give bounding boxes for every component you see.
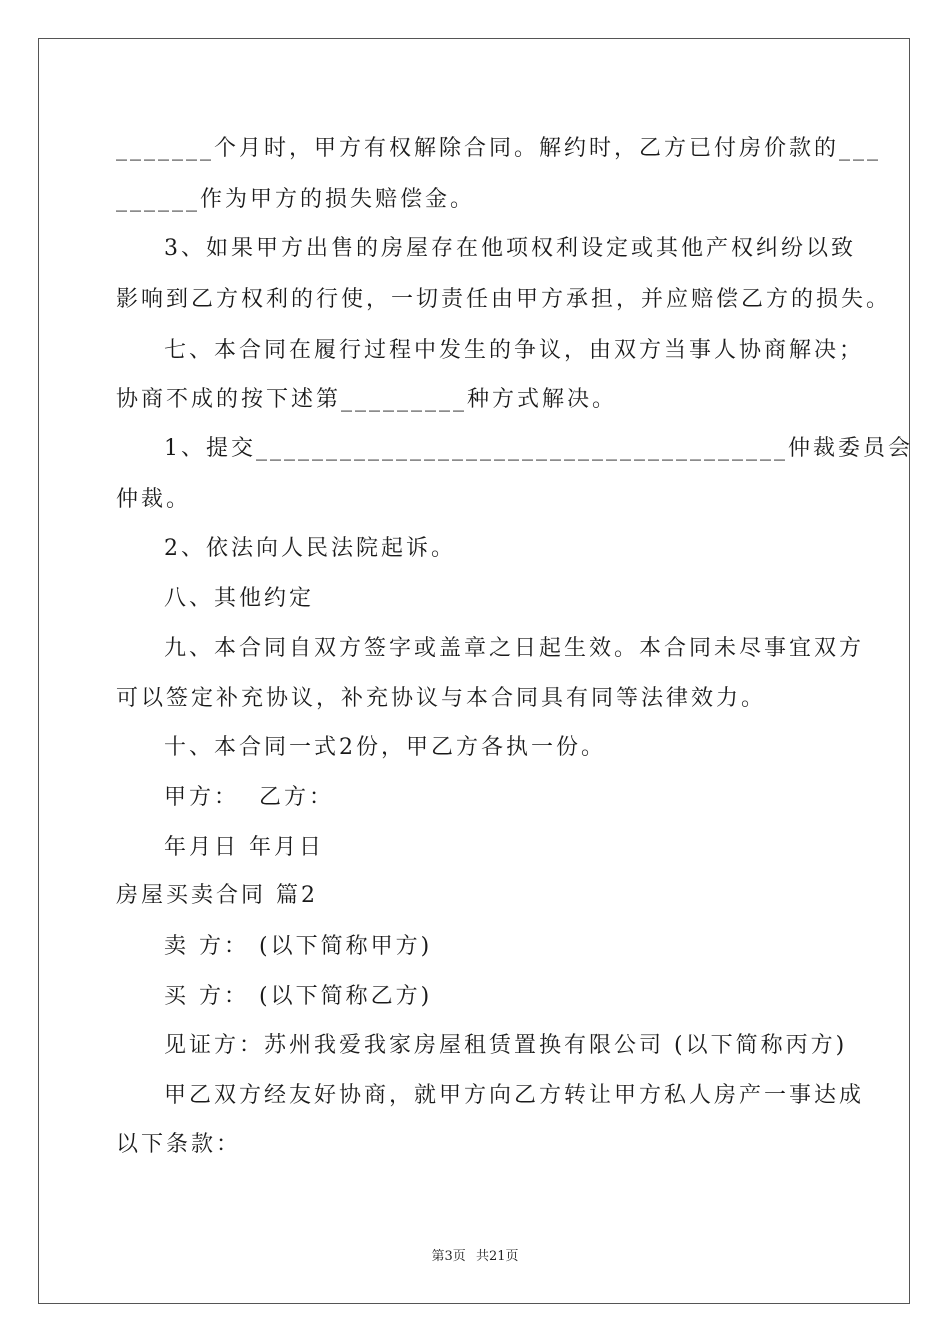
text-line: ______作为甲方的损失赔偿金。 (116, 187, 476, 212)
section-heading: 八、其他约定 (164, 586, 315, 611)
text-line: 协商不成的按下述第_________种方式解决。 (116, 387, 618, 412)
buyer-line: 买 方： (以下简称乙方) (164, 984, 433, 1009)
text-line: 影响到乙方权利的行使，一切责任由甲方承担，并应赔偿乙方的损失。 (116, 287, 892, 312)
page-border (38, 38, 910, 1304)
text-line: 甲乙双方经友好协商，就甲方向乙方转让甲方私人房产一事达成 (164, 1083, 865, 1108)
text-line: _______个月时，甲方有权解除合同。解约时，乙方已付房价款的___ (116, 136, 882, 161)
text-line: 以下条款： (116, 1132, 242, 1157)
text-line: 1、提交______________________________________仲裁委员会 (164, 436, 913, 461)
page-footer (0, 1245, 950, 1264)
text-line: 可以签定补充协议，补充协议与本合同具有同等法律效力。 (116, 686, 767, 711)
signature-dates: 年月日 年月日 (164, 835, 324, 860)
page-number: 第3页 (431, 1249, 466, 1264)
text-line: 十、本合同一式2份，甲乙方各执一份。 (164, 735, 606, 760)
text-line: 七、本合同在履行过程中发生的争议，由双方当事人协商解决； (164, 338, 865, 363)
text-line: 2、依法向人民法院起诉。 (164, 536, 456, 561)
signature-parties: 甲方： 乙方： (164, 785, 334, 810)
seller-line: 卖 方： (以下简称甲方) (164, 934, 433, 959)
document-subtitle: 房屋买卖合同 篇2 (116, 883, 318, 908)
text-line: 九、本合同自双方签字或盖章之日起生效。本合同未尽事宜双方 (164, 636, 865, 661)
page-total: 共21页 (475, 1249, 519, 1264)
text-line: 3、如果甲方出售的房屋存在他项权利设定或其他产权纠纷以致 (164, 236, 856, 261)
witness-line: 见证方：苏州我爱我家房屋租赁置换有限公司 (以下简称丙方) (164, 1033, 848, 1058)
text-line: 仲裁。 (116, 487, 192, 512)
